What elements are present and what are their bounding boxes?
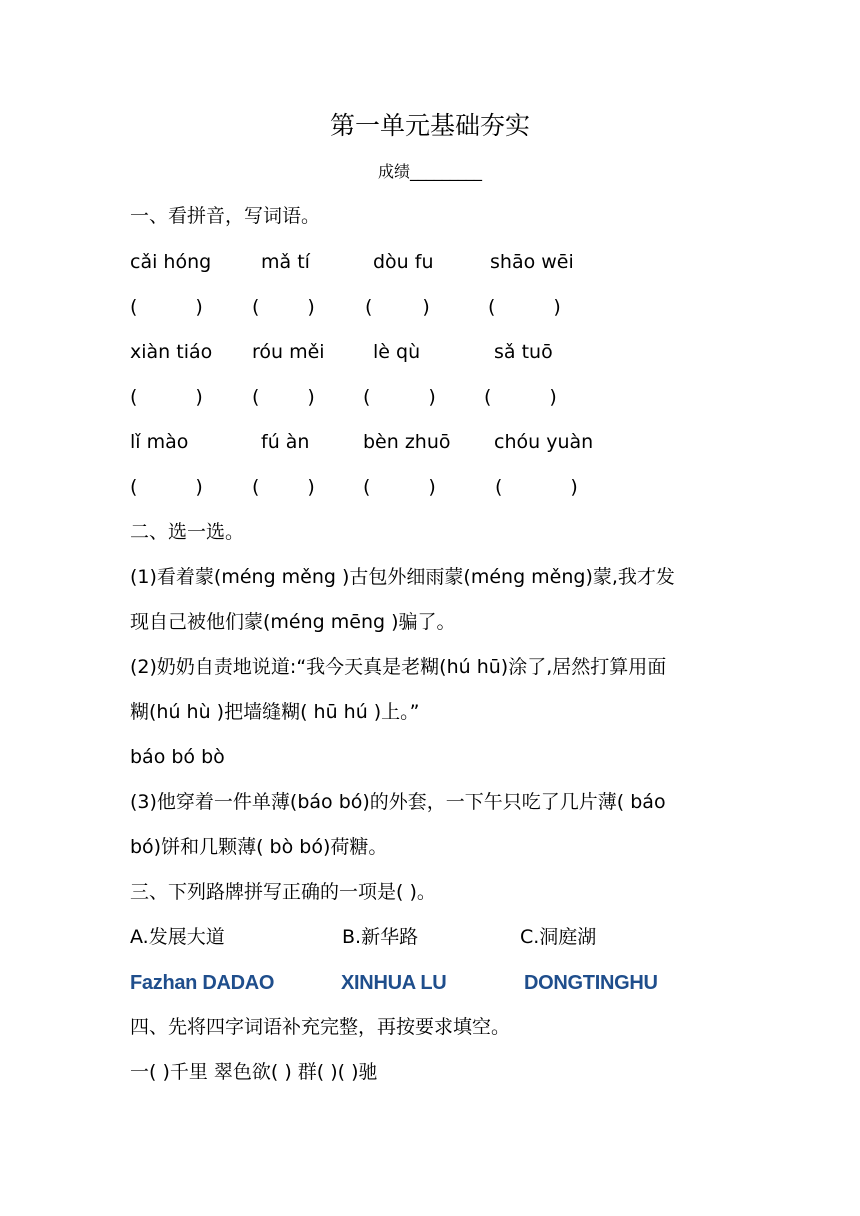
pinyin-item: mǎ tí	[261, 251, 310, 273]
option-b: B.新华路	[342, 926, 419, 948]
pinyin-item: dòu fu	[373, 251, 434, 273]
answer-blank[interactable]: ( )	[495, 476, 578, 498]
question-line: 现自己被他们蒙(méng mēng )骗了。	[130, 611, 456, 633]
score-label: 成绩_________	[377, 162, 482, 181]
pinyin-item: shāo wēi	[490, 251, 574, 273]
answer-blank[interactable]: ( )	[488, 296, 561, 318]
section3-heading: 三、下列路牌拼写正确的一项是( )。	[130, 881, 436, 903]
answer-blank[interactable]: ( )	[252, 386, 315, 408]
question-line: (1)看着蒙(méng měng )古包外细雨蒙(méng měng)蒙,我才发	[130, 566, 675, 588]
answer-blank[interactable]: ( )	[252, 476, 315, 498]
pinyin-item: bèn zhuō	[363, 431, 451, 453]
question-line: báo bó bò	[130, 746, 225, 768]
pinyin-item: xiàn tiáo	[130, 341, 213, 363]
answer-blank[interactable]: ( )	[363, 476, 436, 498]
answer-blank[interactable]: ( )	[130, 296, 203, 318]
road-sign-b: XINHUA LU	[341, 972, 447, 994]
pinyin-item: fú àn	[261, 431, 310, 453]
section2-heading: 二、选一选。	[130, 521, 245, 543]
answer-blank[interactable]: ( )	[484, 386, 557, 408]
answer-blank[interactable]: ( )	[363, 386, 436, 408]
answer-blank[interactable]: ( )	[130, 476, 203, 498]
question-line: (3)他穿着一件单薄(báo bó)的外套，一下午只吃了几片薄( báo	[130, 791, 666, 813]
road-sign-c: DONGTINGHU	[524, 972, 658, 994]
question-line: 糊(hú hù )把墙缝糊( hū hú )上。”	[130, 701, 420, 723]
pinyin-item: lǐ mào	[130, 431, 189, 453]
answer-blank[interactable]: ( )	[130, 386, 203, 408]
question-line: (2)奶奶自责地说道:“我今天真是老糊(hú hū)涂了,居然打算用面	[130, 656, 667, 678]
answer-blank[interactable]: ( )	[365, 296, 430, 318]
pinyin-item: sǎ tuō	[494, 341, 553, 363]
pinyin-item: cǎi hóng	[130, 251, 212, 273]
question-line: bó)饼和几颗薄( bò bó)荷糖。	[130, 836, 388, 858]
idiom-fill-line: 一( )千里 翠色欲( ) 群( )( )驰	[130, 1061, 378, 1083]
section4-heading: 四、先将四字词语补充完整，再按要求填空。	[130, 1016, 511, 1038]
answer-blank[interactable]: ( )	[252, 296, 315, 318]
option-c: C.洞庭湖	[520, 926, 597, 948]
section1-heading: 一、看拼音，写词语。	[130, 205, 321, 227]
pinyin-item: róu měi	[252, 341, 325, 363]
pinyin-item: chóu yuàn	[494, 431, 594, 453]
option-a: A.发展大道	[130, 926, 225, 948]
pinyin-item: lè qù	[373, 341, 421, 363]
page-title: 第一单元基础夯实	[329, 111, 530, 140]
road-sign-a: Fazhan DADAO	[130, 972, 275, 994]
